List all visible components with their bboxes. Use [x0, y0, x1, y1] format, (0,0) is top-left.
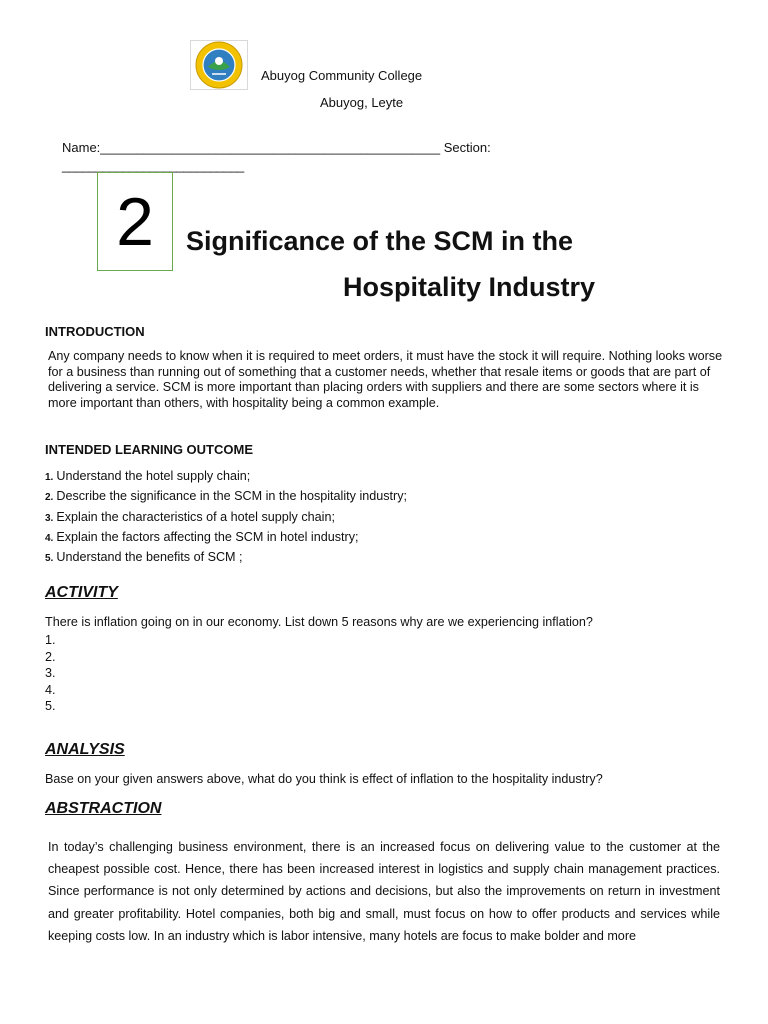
college-seal-icon — [190, 40, 248, 90]
answer-blank: 2. — [45, 649, 56, 664]
name-section-field: Name:_______________________________________________ Section: — [62, 140, 491, 155]
college-name: Abuyog Community College — [261, 68, 423, 83]
college-logo — [190, 40, 248, 90]
abstraction-text: In today’s challenging business environment, there is an increased focus on delivering value to the customer at the cheapest possible cost. Hence, there has been increased interest in logistics and supply chain management practices. Since performance is not only determined by actions and decisions, but also the improvements on return in investment and greater profitability. Hotel companies, both big and small, must focus on how to offer products and services while keeping costs low. In an industry which is labor intensive, many hotels are focus to make bolder and more — [48, 840, 720, 943]
activity-heading: ACTIVITY — [45, 584, 118, 601]
activity-answer-list — [45, 632, 56, 715]
abstraction-heading: ABSTRACTION — [45, 800, 162, 817]
section-blank: ___________________________ — [62, 158, 244, 173]
answer-blank: 3. — [45, 666, 56, 681]
answer-blank: 4. — [45, 682, 56, 697]
introduction-heading: INTRODUCTION — [45, 324, 145, 339]
module-number: 2 — [116, 183, 154, 260]
learning-outcome-heading: INTENDED LEARNING OUTCOME — [45, 442, 253, 457]
college-location: Abuyog, Leyte — [320, 95, 404, 110]
module-title-line2: Hospitality Industry — [343, 272, 596, 302]
module-number-box — [97, 172, 173, 271]
list-item: 3. Explain the characteristics of a hotel supply chain; — [45, 509, 335, 524]
learning-outcome-list — [45, 467, 725, 568]
analysis-question: Base on your given answers above, what do you think is effect of inflation to the hospitality industry? — [45, 772, 603, 786]
analysis-heading: ANALYSIS — [45, 741, 125, 758]
answer-blank: 1. — [45, 633, 56, 647]
introduction-text: Any company needs to know when it is required to meet orders, it must have the stock it will require. Nothing looks worse for a business than running out of something that a customer needs, whether that resale items or goods that are part of delivering a service. SCM is more important than placing orders with suppliers and there are some sectors where it is more important than others, with hospitality being a common example. — [48, 349, 723, 410]
list-item: 2. Describe the significance in the SCM in the hospitality industry; — [45, 489, 408, 504]
answer-blank: 5. — [45, 699, 56, 714]
list-item: 1. Understand the hotel supply chain; — [45, 469, 251, 483]
list-item: 4. Explain the factors affecting the SCM in hotel industry; — [45, 529, 359, 544]
activity-question: There is inflation going on in our economy. List down 5 reasons why are we experiencing inflation? — [45, 615, 593, 629]
list-item: 5. Understand the benefits of SCM ; — [45, 550, 243, 565]
module-title-line1: Significance of the SCM in the — [186, 226, 574, 256]
